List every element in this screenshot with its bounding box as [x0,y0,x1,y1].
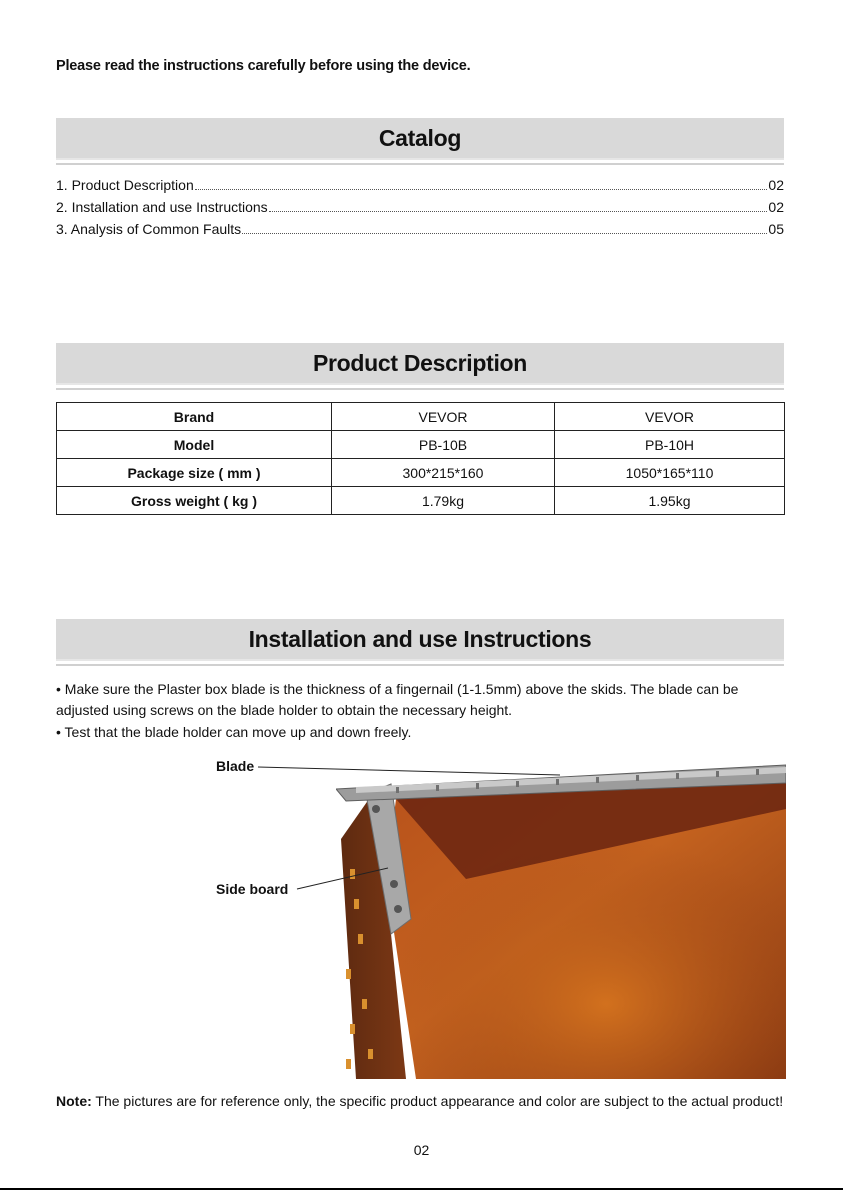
toc-item-page: 02 [768,199,784,215]
spec-value: 1050*165*110 [555,459,785,487]
product-description-header [56,343,784,385]
toc-item[interactable] [56,221,784,243]
toc-item-page: 02 [768,177,784,193]
note-label: Note: [56,1093,92,1109]
spec-value: PB-10H [555,431,785,459]
spec-label: Model [57,431,332,459]
toc-item-label: 3. Analysis of Common Faults [56,221,242,237]
catalog-title: Catalog [378,124,462,151]
table-of-contents [56,177,784,243]
toc-item-label: 2. Installation and use Instructions [56,199,268,215]
toc-item[interactable] [56,177,784,199]
note-text: The pictures are for reference only, the specific product appearance and color are subject to the actual product! [91,1093,784,1109]
instruction-bullet: • Make sure the Plaster box blade is the thickness of a fingernail (1-1.5mm) above the skids. The blade can be adjusted using screws on the blade holder to obtain the necessary height. [56,681,739,718]
toc-leader-dots [269,211,768,212]
table-row [57,487,785,515]
spec-table [56,402,785,515]
callout-blade-label: Blade [216,758,255,774]
toc-item-page: 05 [768,221,784,237]
instruction-bullet: • Test that the blade holder can move up and down freely. [56,724,412,740]
spec-label: Package size ( mm ) [57,459,332,487]
table-row [57,403,785,431]
product-photo [336,759,786,1079]
callout-side-board-label: Side board [216,881,289,897]
toc-leader-dots [242,233,767,234]
toc-item-label: 1. Product Description [56,177,194,193]
installation-header [56,619,784,661]
bottom-rule [0,1188,843,1190]
catalog-header [56,118,784,160]
note-paragraph [56,1091,786,1112]
page-number: 02 [413,1142,430,1158]
product-description-title: Product Description [312,349,528,376]
spec-value: PB-10B [332,431,555,459]
spec-value: VEVOR [555,403,785,431]
spec-value: VEVOR [332,403,555,431]
spec-value: 1.79kg [332,487,555,515]
table-row [57,431,785,459]
spec-value: 1.95kg [555,487,785,515]
spec-label: Gross weight ( kg ) [57,487,332,515]
intro-text: Please read the instructions carefully before using the device. [56,58,471,74]
table-row [57,459,785,487]
spec-value: 300*215*160 [332,459,555,487]
toc-leader-dots [195,189,768,190]
spec-label: Brand [57,403,332,431]
installation-title: Installation and use Instructions [248,625,592,652]
toc-item[interactable] [56,199,784,221]
